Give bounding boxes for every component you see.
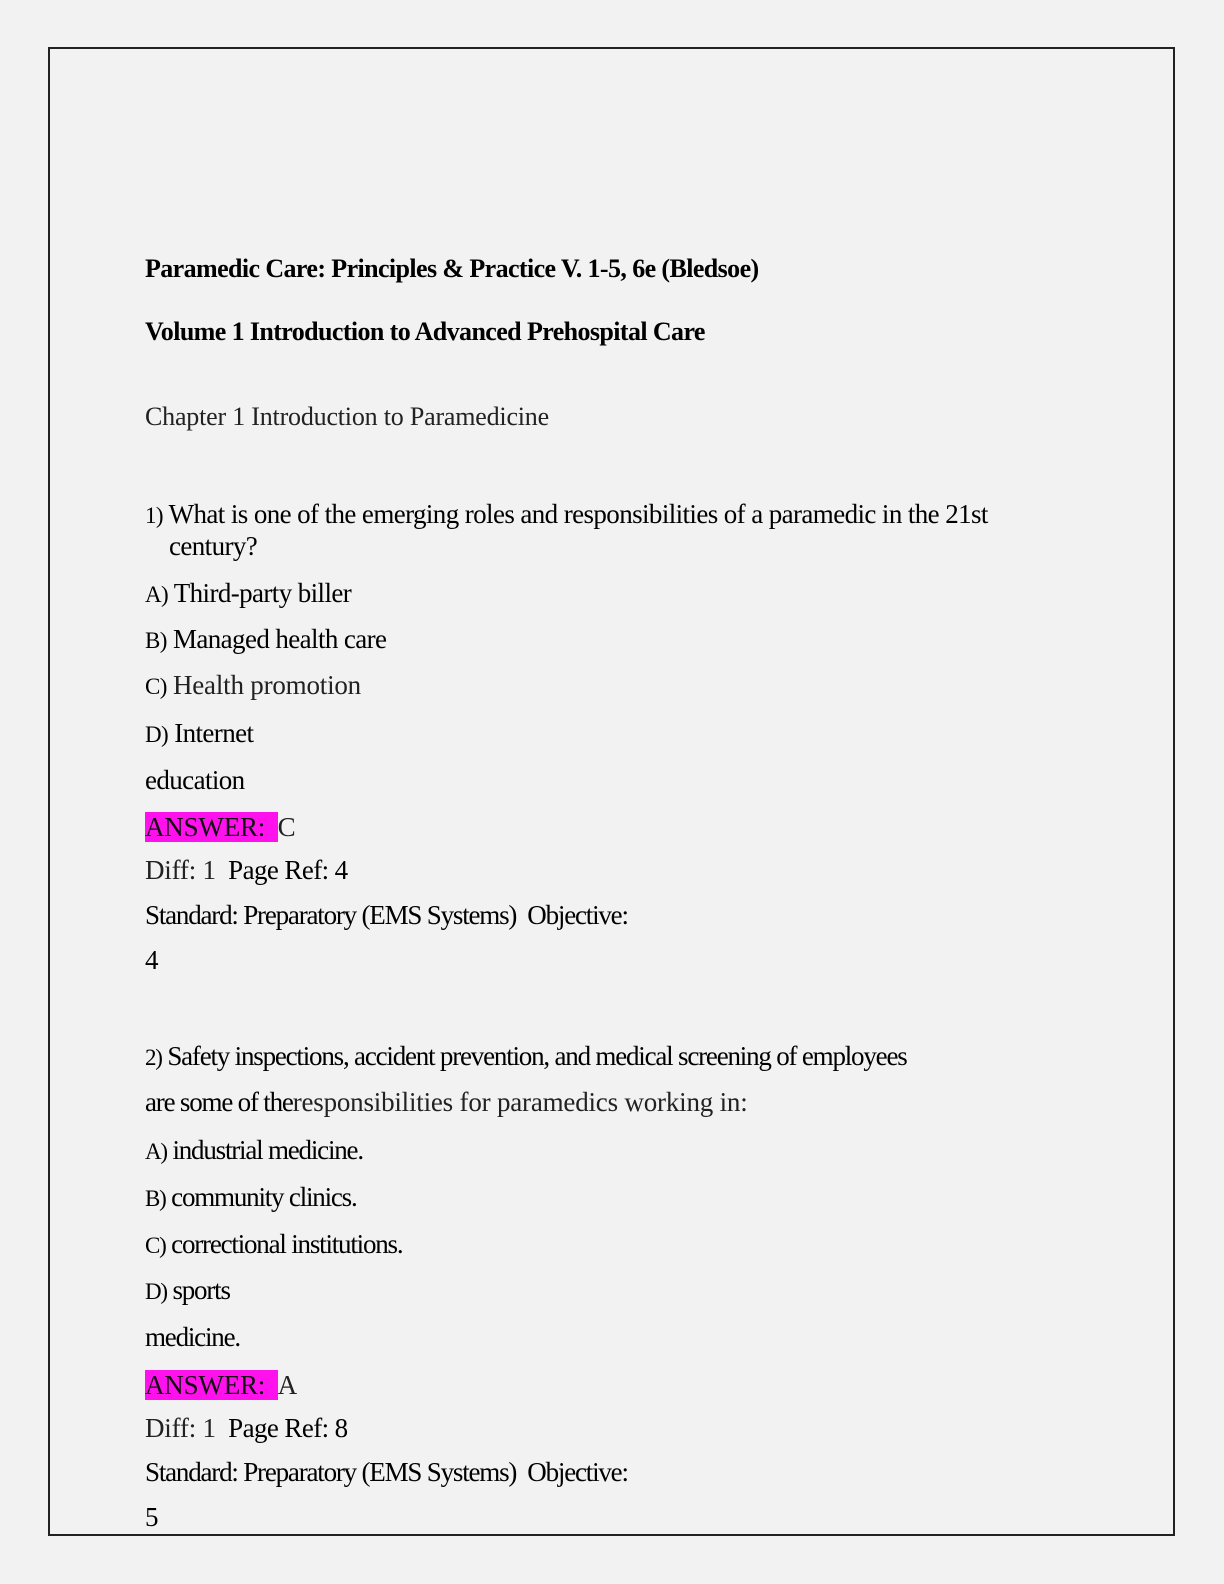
standard: Standard: Preparatory (EMS Systems) [145,900,517,930]
question-1-stem-line1: What is one of the emerging roles and responsibilities of a paramedic in the 21st [168,499,988,529]
option-label: D) [145,722,169,747]
question-1-stem-line2: century? [169,531,258,561]
chapter-title: Chapter 1 Introduction to Paramedicine [145,402,549,431]
question-2-number: 2) [145,1045,162,1070]
question-2-option-c [145,1227,402,1263]
option-text: industrial medicine. [172,1135,363,1165]
question-1-standard [145,898,628,932]
option-text: community clinics. [171,1182,357,1212]
option-label: B) [145,628,167,653]
page-reference: Page Ref: 8 [228,1413,348,1443]
option-label: B) [145,1186,166,1211]
option-label: C) [145,674,167,699]
question-1-objective-value: 4 [145,945,158,975]
option-label: C) [145,1233,166,1258]
option-label: A) [145,1139,167,1164]
question-1-meta [145,853,348,887]
objective-label: Objective: [527,900,628,930]
objective-label: Objective: [527,1457,628,1487]
option-text: Health promotion [172,670,361,700]
question-1-answer [145,810,295,844]
question-2-option-d [145,1273,230,1309]
option-text: Managed health care [172,624,387,654]
answer-value: A [277,1370,297,1400]
stem-part-a: are some of the [145,1087,293,1117]
question-2-stem-line1: Safety inspections, accident prevention, and medical screening of employees [167,1041,907,1071]
question-2-stem [145,1039,907,1075]
question-2-stem-line2 [145,1085,748,1119]
book-title: Paramedic Care: Principles & Practice V. 1-5, 6e (Bledsoe) [145,254,759,283]
volume-title: Volume 1 Introduction to Advanced Prehospital Care [145,317,705,346]
answer-value: C [277,812,296,842]
stem-part-b: responsibilities for paramedics working in: [292,1087,748,1117]
option-label: A) [145,582,169,607]
question-2-option-a [145,1133,363,1169]
standard: Standard: Preparatory (EMS Systems) [145,1457,517,1487]
question-1-option-b [145,622,386,658]
answer-label-highlight: ANSWER: [145,812,278,842]
question-1-option-c [145,668,361,704]
question-1-option-a [145,576,351,612]
answer-label-highlight: ANSWER: [145,1370,278,1400]
question-2-option-b [145,1180,357,1216]
option-text: Internet [174,718,254,748]
question-2-standard [145,1455,628,1489]
question-2-option-d-continued: medicine. [145,1322,240,1352]
option-text: correctional institutions. [171,1229,403,1259]
page-reference: Page Ref: 4 [228,855,348,885]
question-2-objective-value: 5 [145,1502,158,1532]
question-1-option-d [145,716,253,752]
question-2-meta [145,1411,348,1445]
option-label: D) [145,1279,167,1304]
question-1-number: 1) [145,503,163,528]
option-text: sports [172,1275,230,1305]
option-text: Third-party biller [173,578,352,608]
difficulty: Diff: 1 [145,855,216,885]
difficulty: Diff: 1 [145,1413,216,1443]
question-2-answer [145,1368,297,1402]
question-1-option-d-continued: education [145,765,245,795]
question-1-stem [145,497,988,533]
